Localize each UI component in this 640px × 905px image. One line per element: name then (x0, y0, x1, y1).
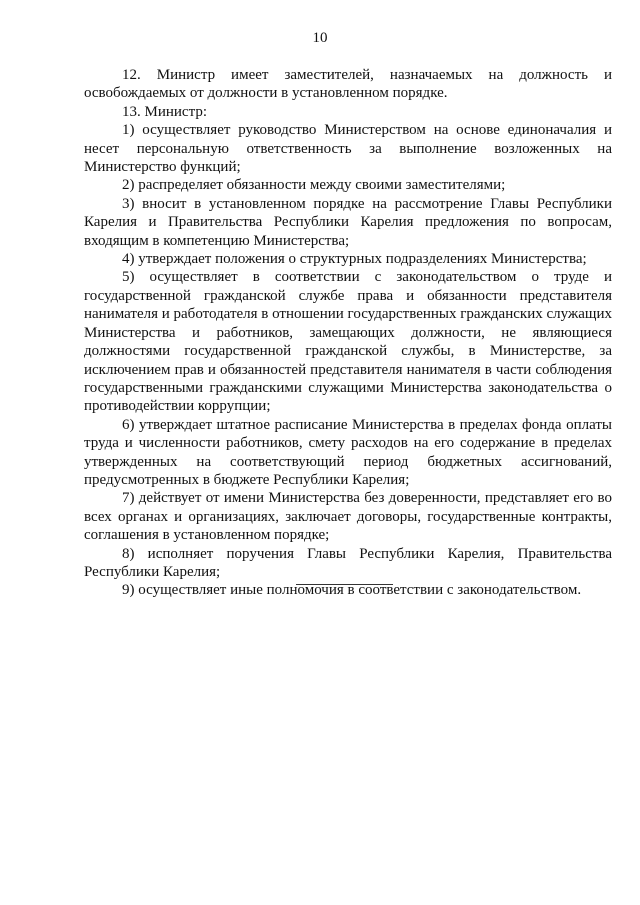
list-item-4: 4) утверждает положения о структурных подразделениях Министерства; (122, 251, 587, 268)
list-item-5: 5) осуществляет в соответствии с законодательством о труде и государственной гражданской службе права и обязанности представителя нанимателя и работодателя в отношении государственных гражданских служащих Министерства и работников, замещающих должности, не являющиеся должностями государственной гражданской службы, в Министерстве, за исключением прав и обязанностей представителя нанимателя в части соблюдения государственными гражданскими служащими Министерства законодательства о противодействии коррупции; (84, 269, 613, 415)
list-item-2: 2) распределяет обязанности между своими заместителями; (122, 177, 506, 194)
paragraph-13-minister: 13. Министр: (122, 103, 207, 120)
list-item-7: 7) действует от имени Министерства без доверенности, представляет его во всех органах и организациях, заключает договоры, государственные контракты, соглашения в установленном порядке; (84, 490, 612, 544)
paragraph-12-deputies: 12. Министр имеет заместителей, назначаемых на должность и освобождаемых от должности в установленном порядке. (84, 67, 612, 102)
list-item-1: 1) осуществляет руководство Министерством на основе единоначалия и несет персональную ответственность за выполнение возложенных на Министерство функций; (84, 122, 612, 176)
page-number: 10 (312, 30, 328, 46)
end-divider-line (296, 584, 393, 585)
list-item-8: 8) исполняет поручения Главы Республики Карелия, Правительства Республики Карелия; (84, 545, 612, 580)
document-body (84, 66, 612, 600)
list-item-3: 3) вносит в установленном порядке на рассмотрение Главы Республики Карелия и Правительства Республики Карелия предложения по вопросам, входящим в компетенцию Министерства; (84, 195, 612, 249)
list-item-9: 9) осуществляет иные полномочия в соответствии с законодательством. (122, 582, 582, 599)
list-item-6: 6) утверждает штатное расписание Министерства в пределах фонда оплаты труда и численности работников, смету расходов на его содержание в пределах утвержденных на соответствующий период бюджетных ассигнований, предусмотренных в бюджете Республики Карелия; (84, 416, 612, 488)
